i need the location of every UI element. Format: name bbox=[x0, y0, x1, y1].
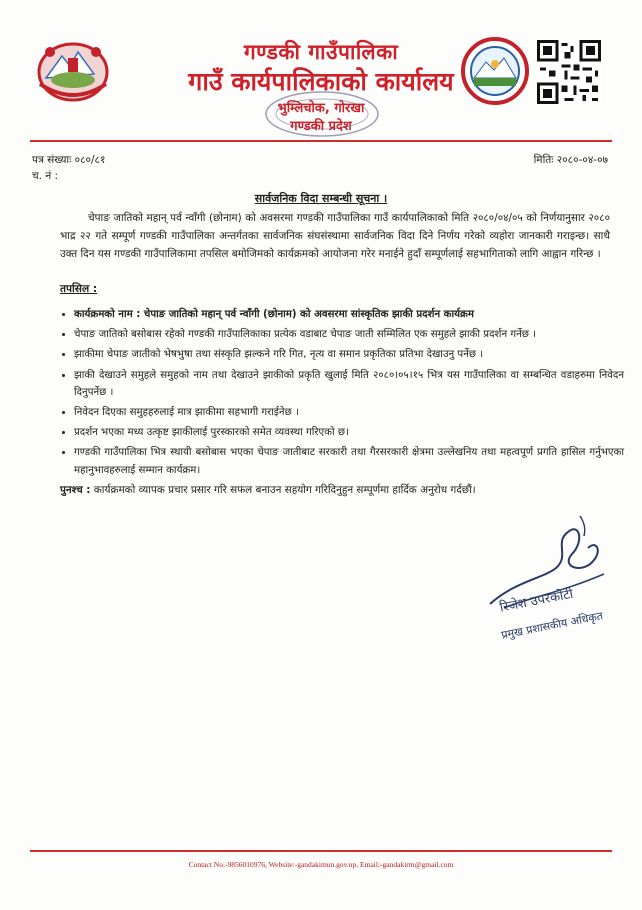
schedule-heading: तपसिल : bbox=[60, 283, 98, 295]
list-item: • प्रदर्शन भएका मध्य उत्कृष्ट झाकीलाई पुरस्कारको समेत व्यवस्था गरिएको छ। bbox=[74, 424, 624, 441]
notice-paragraph: चेपाङ जातिको महान् पर्व न्वाँगी (छोनाम) को अवसरमा गण्डकी गाउँपालिका गाउँ कार्यपालिकाको मिति २०८०/०४/०५ को निर्णयानुसार २०८० भाद्र २२ गते सम्पूर्ण गण्डकी गाउँपालिका अन्तर्गतका सार्वजनिक संघसंस्थामा सार्वजनिक विदा दिने निर्णय गरेको व्यहोरा जानकारी गराइन्छ। साथै उक्त दिन यस गण्डकी गाउँपालिकामा तपसिल बमोजिमको कार्यक्रमको आयोजना गरेर मनाईने हुदाँ सम्पूर्णलाई सहभागिताको लागि आह्वान गरिन्छ । bbox=[60, 212, 610, 260]
list-item: • झाकी देखाउने समुहले समुहको नाम तथा देखाउने झाकीको प्रकृति खुलाई मिति २०८०।०५।१५ भित्र यस गाउँपालिका वा सम्बन्धित वडाहरुमा निवेदन दिनुपर्नेछ । bbox=[74, 367, 624, 401]
signatory-title: प्रमुख प्रशासकीय अधिकृत bbox=[500, 609, 605, 642]
footer-contact: Contact No:-9856010976, Website:-gandakimun.gov.np, Email:-gandakirm@gmail.com bbox=[188, 860, 454, 869]
office-stamp-icon bbox=[262, 88, 382, 140]
office-title-line2: गाउँ कार्यपालिकाको कार्यालय bbox=[188, 67, 454, 96]
list-item: • गण्डकी गाउँपालिका भित्र स्थायी बसोबास भएका चेपाङ जातीबाट सरकारी तथा गैरसरकारी क्षेत्रमा उल्लेखनिय तथा महत्वपूर्ण प्रगति हासिल गर्नुभएका महानुभावहरुलाई सम्मान कार्यक्रम। bbox=[74, 444, 624, 478]
list-item: • कार्यक्रमको नाम : चेपाङ जातिको महान् पर्व न्वाँगी (छोनाम) को अवसरमा सांस्कृतिक झाकी प्रदर्शन कार्यक्रम bbox=[74, 306, 624, 323]
dispatch-number: च. नं : bbox=[32, 170, 59, 182]
list-item: • चेपाङ जातिको बसोबास रहेको गण्डकी गाउँपालिकाका प्रत्येक वडाबाट चेपाङ जाती सम्मिलित एक समुहले झाकी प्रदर्शन गर्नेछ । bbox=[74, 326, 624, 343]
postscript bbox=[60, 482, 610, 499]
municipality-logo-icon bbox=[460, 36, 530, 106]
office-address-line1: भुम्लिचोक, गोरखा bbox=[277, 101, 365, 116]
office-address-line2: गण्डकी प्रदेश bbox=[290, 119, 352, 134]
letter-date: मितिः २०८०-०४-०७ bbox=[533, 154, 608, 166]
signatory-name: रिजेश उपरकोटी bbox=[498, 586, 575, 616]
schedule-list bbox=[60, 306, 624, 482]
header-divider bbox=[30, 140, 612, 142]
postscript-label: पुनश्च : bbox=[60, 484, 91, 496]
list-item: • झाकीमा चेपाङ जातीको भेषभुषा तथा संस्कृति झल्कने गरि गित, नृत्य वा समान प्रकृतिका प्रतिभा देखाउनु पर्नेछ । bbox=[74, 346, 624, 363]
footer-divider bbox=[30, 850, 612, 852]
notice-subject: सार्वजनिक विदा सम्बन्धी सूचना । bbox=[254, 192, 388, 205]
qr-code-icon bbox=[537, 40, 601, 104]
list-item: • निवेदन दिएका समुहहरुलाई मात्र झाकीमा सहभागी गराईनेछ । bbox=[74, 404, 624, 421]
postscript-text: कार्यक्रमको व्यापक प्रचार प्रसार गरि सफल बनाउन सहयोग गरिदिनुहुन सम्पूर्णमा हार्दिक अनुरोध गर्दछौं। bbox=[93, 484, 476, 496]
office-title-line1: गण्डकी गाउँपालिका bbox=[243, 40, 399, 64]
reference-number: पत्र संख्याः ०८०/८१ bbox=[32, 154, 106, 166]
